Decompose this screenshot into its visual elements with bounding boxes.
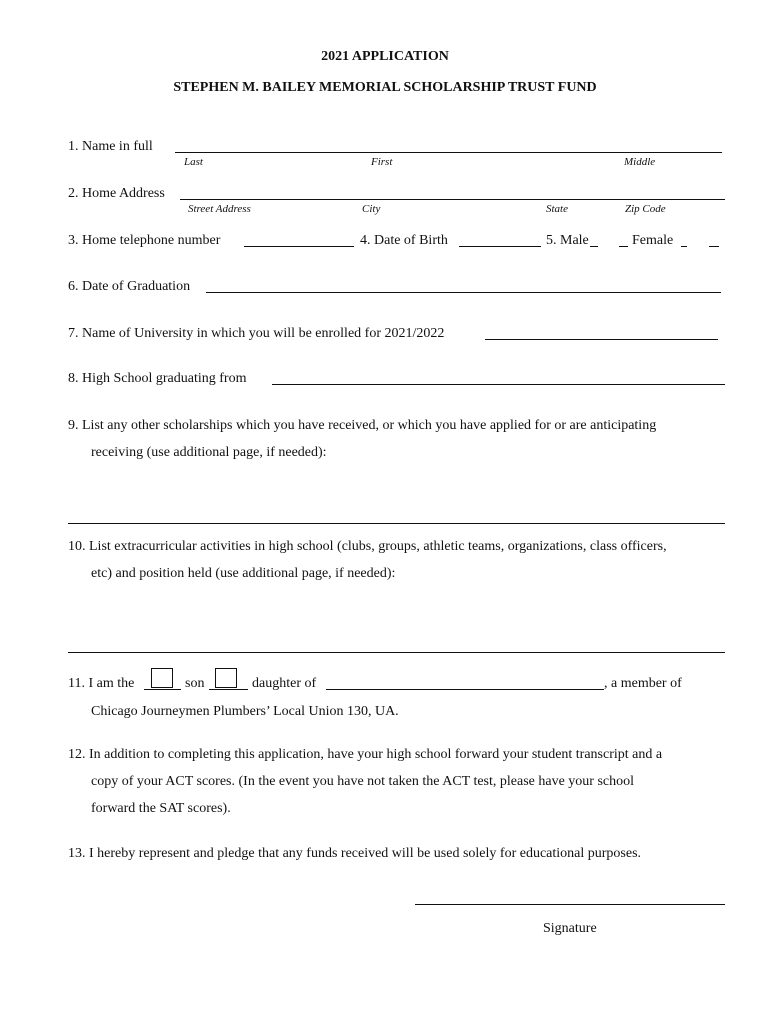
male-label: 5. Male — [546, 233, 589, 248]
q11-line2: Chicago Journeymen Plumbers’ Local Union 130, UA. — [91, 704, 399, 719]
gender-extra-field[interactable] — [709, 246, 719, 247]
sub-street: Street Address — [188, 203, 251, 215]
signature-field[interactable] — [415, 904, 725, 905]
q3-label: 3. Home telephone number — [68, 233, 221, 248]
son-line — [144, 689, 181, 690]
phone-field[interactable] — [244, 246, 354, 247]
sub-city: City — [362, 203, 381, 215]
daughter-checkbox[interactable] — [215, 668, 237, 688]
activities-field[interactable] — [68, 652, 725, 653]
sub-last: Last — [184, 156, 203, 168]
female-label: Female — [632, 233, 674, 248]
graduation-field[interactable] — [206, 292, 721, 293]
son-label: son — [185, 676, 205, 691]
name-field[interactable] — [175, 152, 722, 153]
q9-line1: 9. List any other scholarships which you have received, or which you have applied for or are anticipating — [68, 418, 657, 433]
q13-text: 13. I hereby represent and pledge that any funds received will be used solely for educational purposes. — [68, 846, 642, 861]
q10-line1: 10. List extracurricular activities in high school (clubs, groups, athletic teams, organizations, class officers, — [68, 539, 667, 554]
address-field[interactable] — [180, 199, 725, 200]
sub-zip: Zip Code — [625, 203, 666, 215]
q2-label: 2. Home Address — [68, 186, 165, 201]
q10-line2: etc) and position held (use additional page, if needed): — [91, 566, 396, 581]
q12-line1: 12. In addition to completing this application, have your high school forward your student transcript and a — [68, 747, 663, 762]
signature-label: Signature — [543, 921, 597, 936]
q8-label: 8. High School graduating from — [68, 371, 247, 386]
q6-label: 6. Date of Graduation — [68, 279, 191, 294]
university-field[interactable] — [485, 339, 718, 340]
sub-middle: Middle — [624, 156, 656, 168]
high-school-field[interactable] — [272, 384, 725, 385]
scholarships-field[interactable] — [68, 523, 725, 524]
q12-line3: forward the SAT scores). — [91, 801, 231, 816]
q12-line2: copy of your ACT scores. (In the event you have not taken the ACT test, please have your school — [91, 774, 635, 789]
sub-state: State — [546, 203, 568, 215]
male-field[interactable] — [590, 246, 598, 247]
son-checkbox[interactable] — [151, 668, 173, 688]
q11-prefix: 11. I am the — [68, 676, 135, 691]
form-subtitle: STEPHEN M. BAILEY MEMORIAL SCHOLARSHIP TRUST FUND — [173, 80, 597, 95]
female-field[interactable] — [681, 246, 687, 247]
q9-line2: receiving (use additional page, if needed): — [91, 445, 327, 460]
female-lead-field[interactable] — [619, 246, 628, 247]
q1-label: 1. Name in full — [68, 139, 153, 154]
sub-first: First — [371, 156, 393, 168]
parent-name-field[interactable] — [326, 689, 604, 690]
member-label: , a member of — [604, 676, 682, 691]
dob-field[interactable] — [459, 246, 541, 247]
q7-label: 7. Name of University in which you will be enrolled for 2021/2022 — [68, 326, 445, 341]
daughter-line — [209, 689, 248, 690]
form-title: 2021 APPLICATION — [321, 49, 449, 64]
dob-label: 4. Date of Birth — [360, 233, 448, 248]
daughter-label: daughter of — [252, 676, 317, 691]
